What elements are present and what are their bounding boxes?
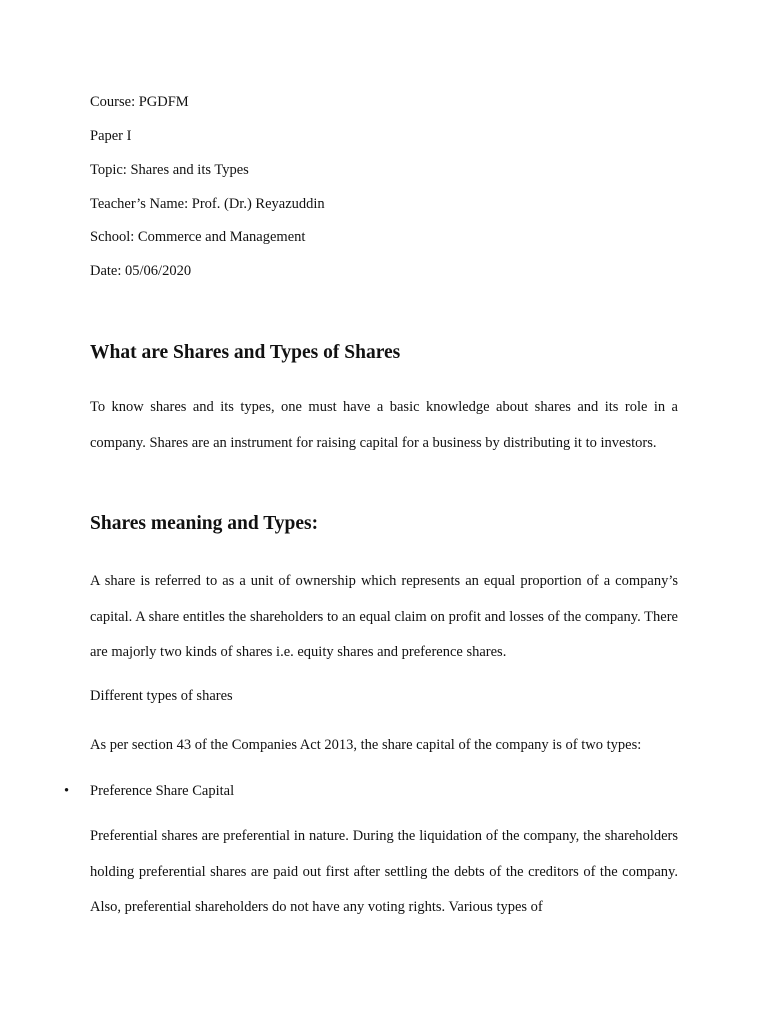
bullet-icon: • [64,783,70,799]
intro-paragraph: To know shares and its types, one must have a basic knowledge about shares and its role in a company. Shares are an instrument for raising capital for a business by distributing it to investors. [90,399,678,451]
teacher-line: Teacher’s Name: Prof. (Dr.) Reyazuddin [90,196,325,212]
course-line: Course: PGDFM [90,94,189,110]
section-title-shares-types: What are Shares and Types of Shares [90,342,401,363]
bullet-preference-share-capital: Preference Share Capital [90,783,235,799]
meaning-paragraph: A share is referred to as a unit of ownership which represents an equal proportion of a company’s capital. A share entitles the shareholders to an equal claim on profit and losses of the company. There are majorly two kinds of shares i.e. equity shares and preference shares. [90,573,678,660]
companies-act-line: As per section 43 of the Companies Act 2013, the share capital of the company is of two types: [90,737,642,753]
topic-line: Topic: Shares and its Types [90,162,249,178]
date-line: Date: 05/06/2020 [90,263,192,279]
paper-line: Paper I [90,128,132,144]
subheading-types: Different types of shares [90,688,233,704]
school-line: School: Commerce and Management [90,229,306,245]
section-title-meaning: Shares meaning and Types: [90,513,319,534]
preference-paragraph: Preferential shares are preferential in nature. During the liquidation of the company, the shareholders holding preferential shares are paid out first after settling the debts of the creditors of the company. Also, preferential shareholders do not have any voting rights. Various types of [90,828,678,915]
